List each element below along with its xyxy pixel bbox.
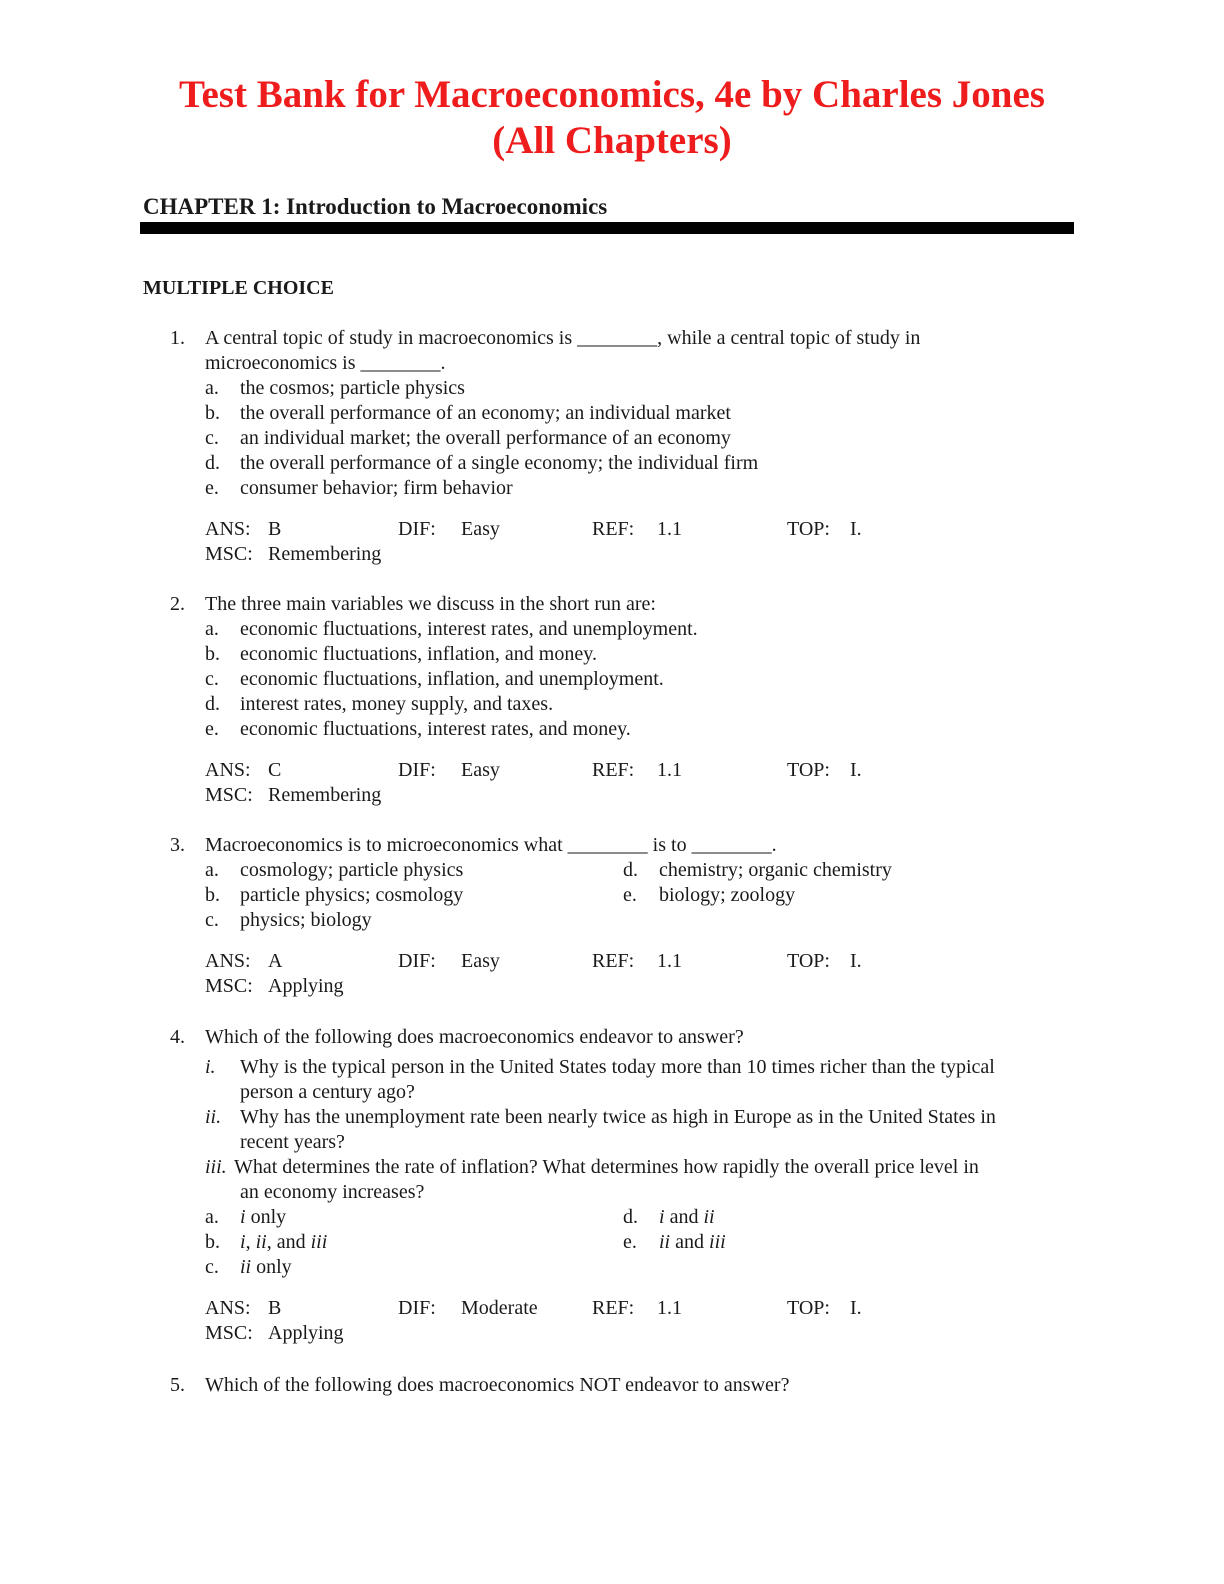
- answer-metadata: [0, 758, 1224, 783]
- question-3: [0, 833, 1224, 999]
- msc-metadata: [0, 1321, 1224, 1346]
- option-letter: e.: [623, 1231, 637, 1253]
- top-label: TOP:: [787, 1297, 830, 1319]
- option-row: [0, 1230, 1224, 1255]
- option-part: iii: [310, 1231, 328, 1253]
- option-part: only: [251, 1256, 292, 1278]
- top-value: I.: [850, 950, 862, 972]
- option-part: ii: [240, 1256, 252, 1278]
- title-line-1: Test Bank for Macroeconomics, 4e by Charles Jones: [179, 73, 1045, 116]
- question-number: 3.: [170, 834, 185, 856]
- option-text: [240, 1255, 292, 1280]
- option-part: ii: [703, 1206, 715, 1228]
- question-4: [0, 1025, 1224, 1346]
- option-text: cosmology; particle physics: [240, 859, 464, 881]
- chapter-heading: CHAPTER 1: Introduction to Macroeconomics: [143, 194, 608, 219]
- option-text: interest rates, money supply, and taxes.: [240, 693, 554, 715]
- roman-number: iii.: [205, 1156, 227, 1178]
- option-letter: c.: [205, 909, 219, 931]
- roman-item-iii: [0, 1155, 1224, 1180]
- ans-label: ANS:: [205, 518, 251, 540]
- option-letter: e.: [623, 884, 637, 906]
- msc-value: Applying: [268, 975, 344, 997]
- option-text: economic fluctuations, inflation, and money.: [240, 643, 597, 665]
- roman-text: recent years?: [240, 1131, 345, 1153]
- option-part: i: [659, 1206, 665, 1228]
- question-text: Which of the following does macroeconomics NOT endeavor to answer?: [205, 1374, 790, 1396]
- option-letter: d.: [623, 1206, 638, 1228]
- option-letter: a.: [205, 377, 219, 399]
- ans-value: A: [268, 950, 283, 972]
- option-d: [0, 451, 1224, 476]
- option-letter: c.: [205, 668, 219, 690]
- option-letter: a.: [205, 618, 219, 640]
- option-text: the cosmos; particle physics: [240, 377, 465, 399]
- option-d: [0, 692, 1224, 717]
- option-row: [0, 883, 1224, 908]
- question-5: [0, 1373, 1224, 1398]
- msc-value: Applying: [268, 1322, 344, 1344]
- document-title: [0, 72, 1224, 164]
- option-text: [240, 1230, 327, 1255]
- question-text: The three main variables we discuss in the short run are:: [205, 593, 656, 615]
- question-text: microeconomics is ________.: [205, 352, 446, 374]
- option-letter: a.: [205, 859, 219, 881]
- top-value: I.: [850, 759, 862, 781]
- roman-number: i.: [205, 1056, 216, 1078]
- dif-label: DIF:: [398, 1297, 436, 1319]
- option-a: [0, 376, 1224, 401]
- option-text: economic fluctuations, interest rates, and unemployment.: [240, 618, 698, 640]
- ans-value: B: [268, 1297, 282, 1319]
- msc-metadata: [0, 783, 1224, 808]
- question-number: 1.: [170, 327, 185, 349]
- option-letter: e.: [205, 477, 219, 499]
- question-2: [0, 592, 1224, 808]
- option-letter: d.: [205, 452, 220, 474]
- option-b: [0, 401, 1224, 426]
- ref-label: REF:: [592, 518, 635, 540]
- option-part: i: [240, 1231, 246, 1253]
- option-letter: b.: [205, 884, 220, 906]
- option-part: ii: [255, 1231, 267, 1253]
- question-text: Which of the following does macroeconomics endeavor to answer?: [205, 1026, 744, 1048]
- dif-value: Moderate: [461, 1297, 538, 1319]
- dif-label: DIF:: [398, 759, 436, 781]
- option-part: and: [664, 1206, 704, 1228]
- top-value: I.: [850, 518, 862, 540]
- option-text: economic fluctuations, inflation, and unemployment.: [240, 668, 664, 690]
- ref-value: 1.1: [657, 1297, 682, 1319]
- option-text: consumer behavior; firm behavior: [240, 477, 513, 499]
- option-text: an individual market; the overall performance of an economy: [240, 427, 731, 449]
- option-text: [659, 1205, 715, 1230]
- roman-item-ii: [0, 1105, 1224, 1130]
- question-text: Macroeconomics is to microeconomics what ________ is to ________.: [205, 834, 777, 856]
- option-e: [0, 717, 1224, 742]
- question-1: [0, 326, 1224, 567]
- question-number: 5.: [170, 1374, 185, 1396]
- dif-value: Easy: [461, 518, 500, 540]
- dif-value: Easy: [461, 950, 500, 972]
- msc-value: Remembering: [268, 784, 382, 806]
- option-part: only: [245, 1206, 287, 1228]
- question-number: 2.: [170, 593, 185, 615]
- ref-value: 1.1: [657, 950, 682, 972]
- question-number: 4.: [170, 1026, 185, 1048]
- option-letter: b.: [205, 643, 220, 665]
- option-text: [240, 1205, 286, 1230]
- msc-label: MSC:: [205, 784, 253, 806]
- ref-value: 1.1: [657, 759, 682, 781]
- answer-metadata: [0, 1296, 1224, 1321]
- dif-value: Easy: [461, 759, 500, 781]
- msc-label: MSC:: [205, 1322, 253, 1344]
- dif-label: DIF:: [398, 518, 436, 540]
- roman-number: ii.: [205, 1106, 222, 1128]
- option-part: iii: [709, 1231, 726, 1253]
- option-part: ii: [659, 1231, 671, 1253]
- option-letter: b.: [205, 1231, 220, 1253]
- option-part: and: [670, 1231, 710, 1253]
- option-text: chemistry; organic chemistry: [659, 859, 892, 881]
- roman-item-i: [0, 1055, 1224, 1080]
- ans-label: ANS:: [205, 1297, 251, 1319]
- roman-text: What determines the rate of inflation? What determines how rapidly the overall price level in: [234, 1156, 979, 1178]
- ans-label: ANS:: [205, 950, 251, 972]
- option-b: [0, 642, 1224, 667]
- question-text: A central topic of study in macroeconomics is ________, while a central topic of study in: [205, 327, 921, 349]
- option-row: [0, 1255, 1224, 1280]
- ref-value: 1.1: [657, 518, 682, 540]
- option-part: ,: [245, 1231, 256, 1253]
- ans-label: ANS:: [205, 759, 251, 781]
- top-label: TOP:: [787, 518, 830, 540]
- roman-text: Why is the typical person in the United States today more than 10 times richer than the typical: [240, 1056, 995, 1078]
- option-letter: d.: [623, 859, 638, 881]
- roman-text: Why has the unemployment rate been nearly twice as high in Europe as in the United States in: [240, 1106, 996, 1128]
- top-label: TOP:: [787, 759, 830, 781]
- ans-value: C: [268, 759, 282, 781]
- answer-metadata: [0, 517, 1224, 542]
- option-text: biology; zoology: [659, 884, 796, 906]
- option-text: particle physics; cosmology: [240, 884, 464, 906]
- option-part: , and: [266, 1231, 311, 1253]
- option-a: [0, 617, 1224, 642]
- title-line-2: (All Chapters): [492, 119, 732, 162]
- option-text: physics; biology: [240, 909, 372, 931]
- option-letter: d.: [205, 693, 220, 715]
- option-letter: c.: [205, 1256, 219, 1278]
- dif-label: DIF:: [398, 950, 436, 972]
- option-text: the overall performance of a single economy; the individual firm: [240, 452, 759, 474]
- section-heading: MULTIPLE CHOICE: [143, 277, 334, 299]
- msc-label: MSC:: [205, 975, 253, 997]
- option-e: [0, 476, 1224, 501]
- option-c: [0, 667, 1224, 692]
- roman-text: an economy increases?: [240, 1181, 425, 1203]
- option-text: [659, 1230, 726, 1255]
- option-row: [0, 1205, 1224, 1230]
- option-letter: c.: [205, 427, 219, 449]
- top-value: I.: [850, 1297, 862, 1319]
- msc-metadata: [0, 974, 1224, 999]
- option-text: the overall performance of an economy; an individual market: [240, 402, 731, 424]
- ref-label: REF:: [592, 1297, 635, 1319]
- option-letter: a.: [205, 1206, 219, 1228]
- option-text: economic fluctuations, interest rates, and money.: [240, 718, 631, 740]
- top-label: TOP:: [787, 950, 830, 972]
- option-part: i: [240, 1206, 246, 1228]
- msc-metadata: [0, 542, 1224, 567]
- option-c: [0, 426, 1224, 451]
- option-row: [0, 858, 1224, 883]
- option-row: [0, 908, 1224, 933]
- roman-text: person a century ago?: [240, 1081, 415, 1103]
- msc-label: MSC:: [205, 543, 253, 565]
- chapter-divider: [140, 222, 1074, 234]
- msc-value: Remembering: [268, 543, 382, 565]
- answer-metadata: [0, 949, 1224, 974]
- ref-label: REF:: [592, 759, 635, 781]
- option-letter: e.: [205, 718, 219, 740]
- ans-value: B: [268, 518, 282, 540]
- option-letter: b.: [205, 402, 220, 424]
- ref-label: REF:: [592, 950, 635, 972]
